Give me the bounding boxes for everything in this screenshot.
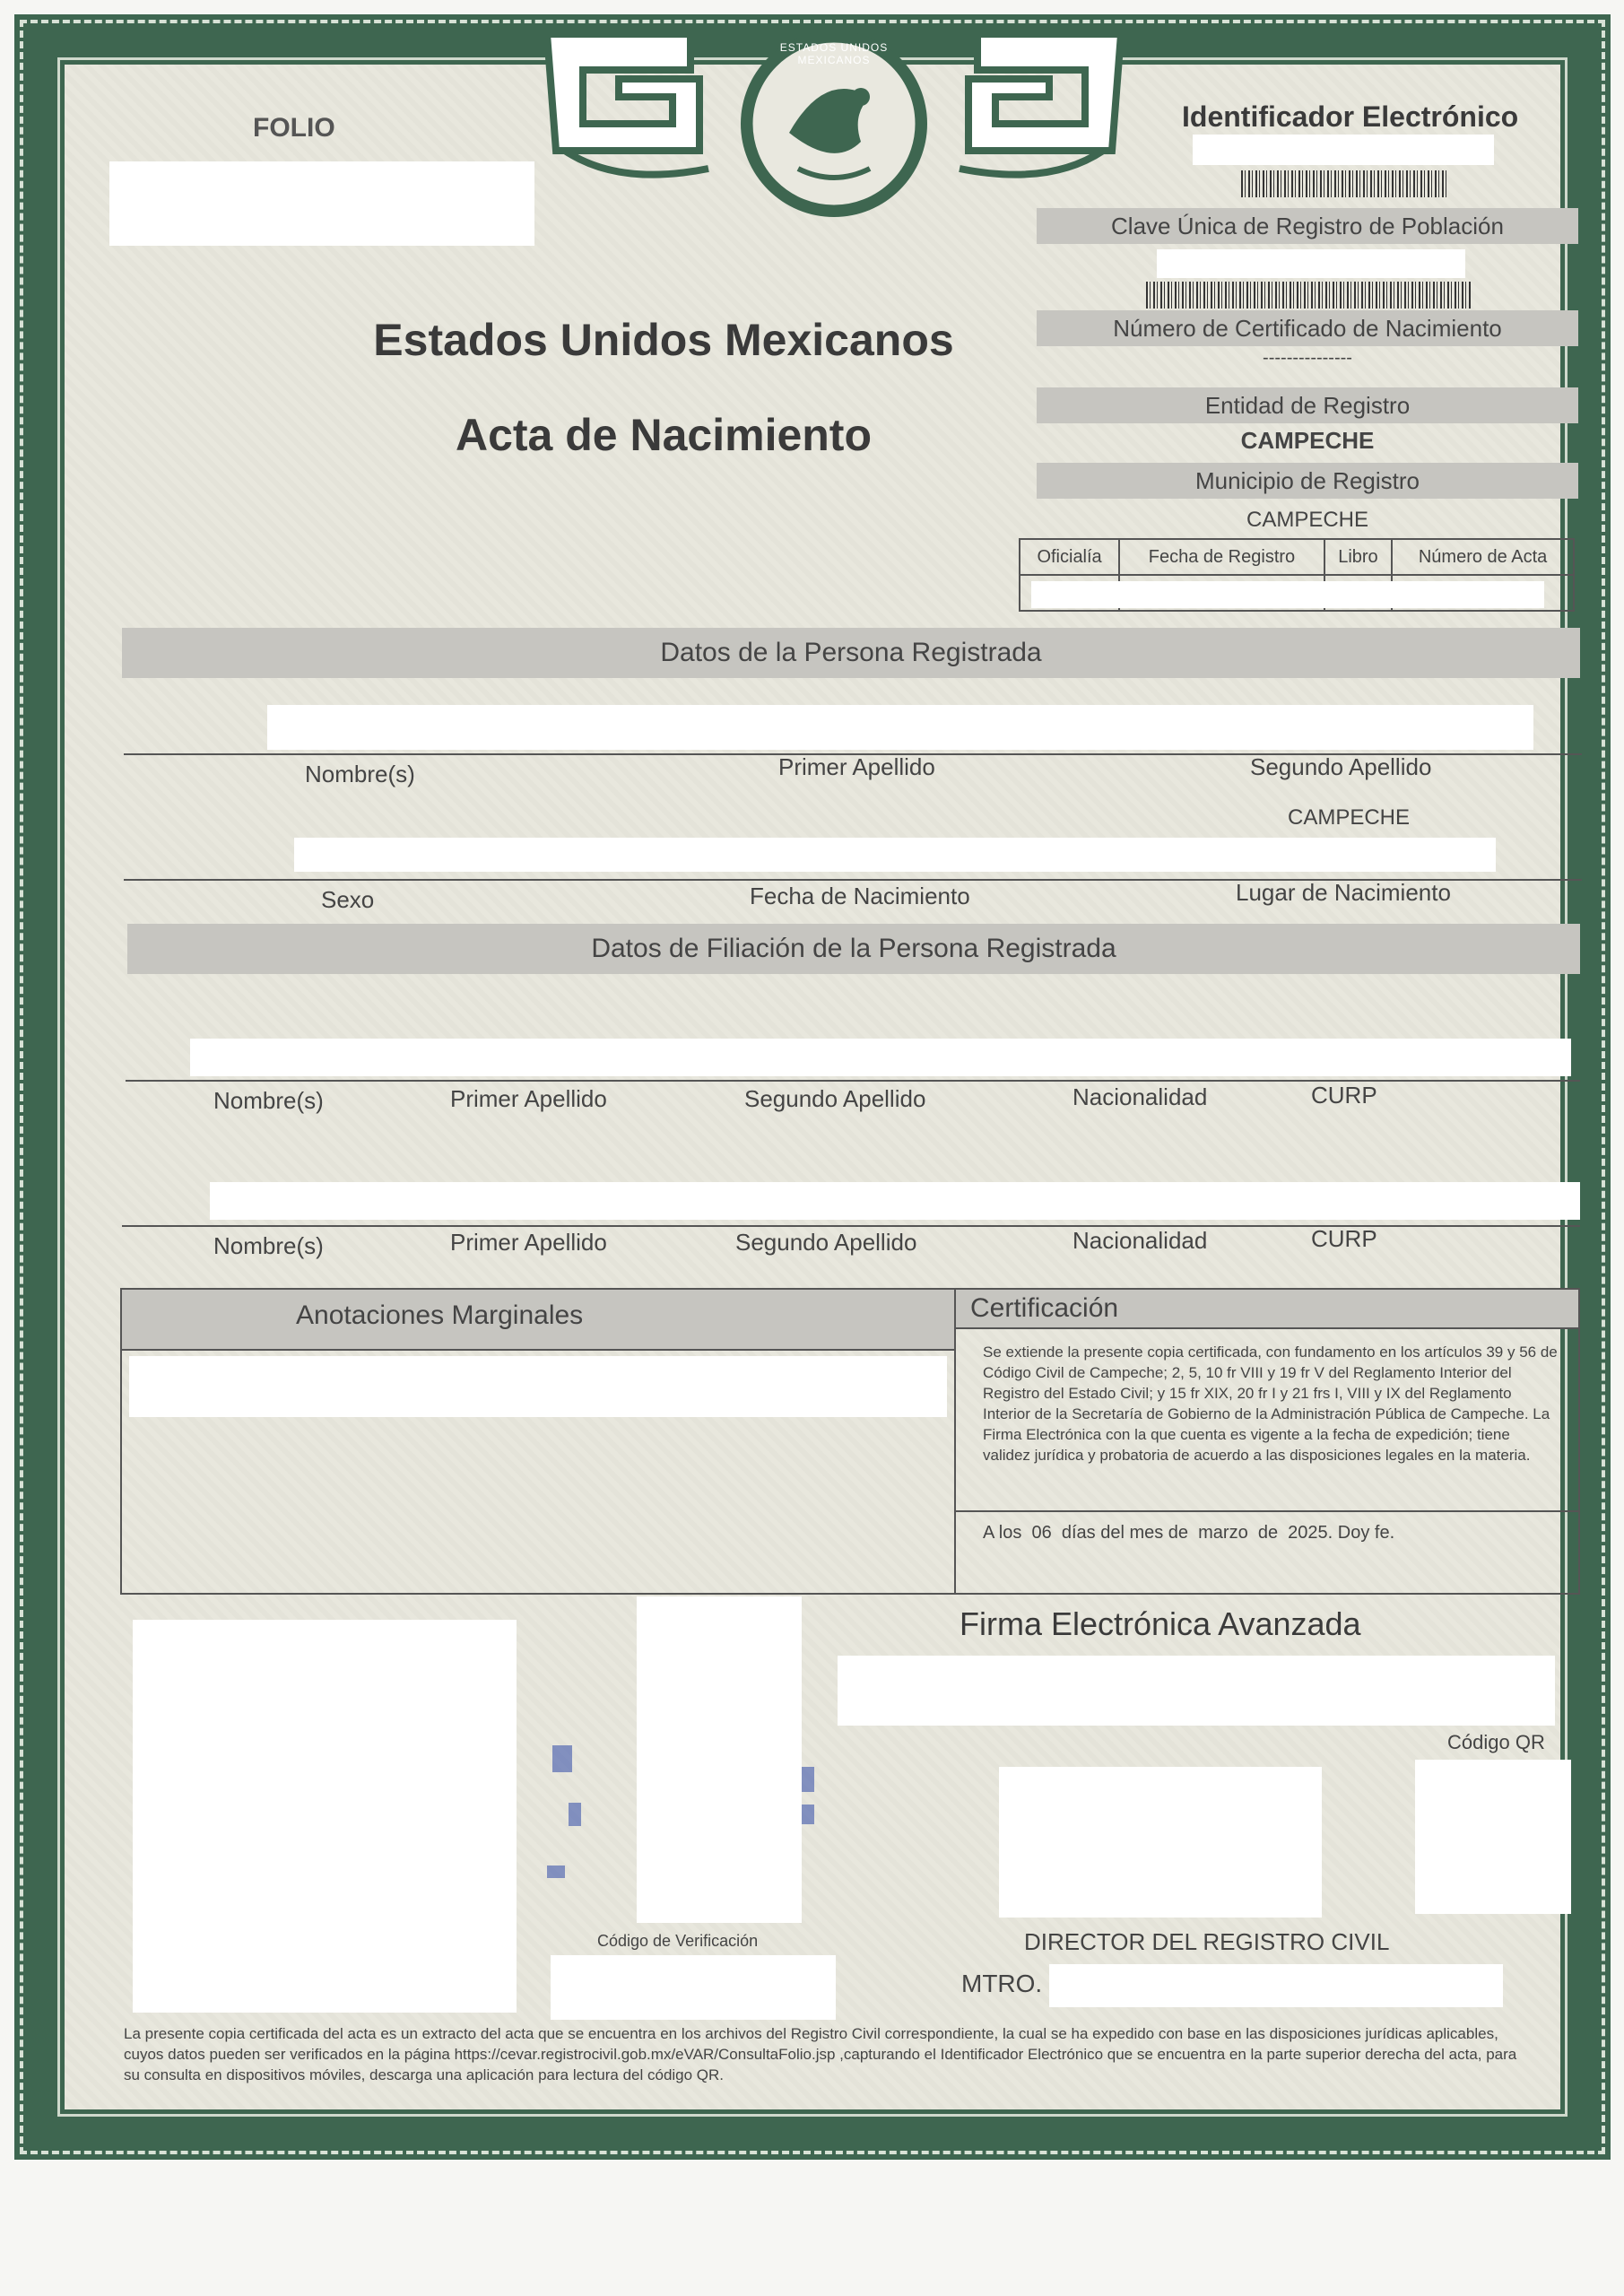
stamp-fragments: [547, 1704, 816, 1910]
firma-value-redacted: [838, 1656, 1555, 1726]
filiacion-row1-nacionalidad: Nacionalidad: [1073, 1083, 1208, 1110]
persona-sexo-label: Sexo: [321, 886, 375, 913]
firma-title: Firma Electrónica Avanzada: [960, 1605, 1361, 1642]
signature-photo-redacted: [133, 1620, 517, 2013]
filiacion-row2-nombre: Nombre(s): [213, 1232, 324, 1259]
seal-text: ESTADOS UNIDOS MEXICANOS: [779, 41, 889, 66]
cert-header-line: [956, 1327, 1580, 1329]
persona-primer-apellido-label: Primer Apellido: [778, 753, 935, 780]
verificacion-value-redacted: [551, 1955, 836, 2020]
entidad-value: CAMPECHE: [1240, 427, 1375, 454]
persona-nombre-label: Nombre(s): [305, 761, 415, 787]
filiacion-row2-curp: CURP: [1311, 1225, 1377, 1252]
oficialia-header: Oficialía: [1020, 539, 1119, 575]
libro-header: Libro: [1324, 539, 1392, 575]
filiacion-row1-redacted: [190, 1039, 1571, 1076]
fecha-registro-header: Fecha de Registro: [1119, 539, 1324, 575]
identificador-barcode: [1241, 170, 1449, 197]
title-country: Estados Unidos Mexicanos: [373, 315, 954, 365]
persona-lugar-label: Lugar de Nacimiento: [1236, 879, 1451, 906]
entidad-label: Entidad de Registro: [1037, 387, 1578, 423]
certificado-value: ---------------: [1263, 348, 1352, 368]
box-divider: [954, 1288, 956, 1595]
filiacion-row1-segundo-apellido: Segundo Apellido: [744, 1085, 926, 1112]
director-label: DIRECTOR DEL REGISTRO CIVIL: [1024, 1928, 1390, 1955]
curp-label: Clave Única de Registro de Población: [1037, 208, 1578, 244]
certificacion-title: Certificación: [970, 1293, 1119, 1323]
certificado-label: Número de Certificado de Nacimiento: [1037, 310, 1578, 346]
persona-name-redacted: [267, 705, 1533, 750]
municipio-value: CAMPECHE: [1246, 508, 1369, 532]
folio-value-redacted: [109, 161, 534, 246]
certificacion-date-line: A los 06 días del mes de marzo de 2025. Doy fe.: [983, 1523, 1395, 1543]
filiacion-row1-nombre: Nombre(s): [213, 1087, 324, 1114]
qr-label: Código QR: [1447, 1731, 1545, 1753]
footer-disclaimer: La presente copia certificada del acta es un extracto del acta que se encuentra en los archivos del Registro Civil correspondiente, la cual se ha expedido con base en las disposiciones jurídicas aplicables, cuyos datos pueden ser verificados en la página https://cevar.registrocivil.gob.mx/eVAR/ConsultaFolio.jsp ,capturando el Identificador Electrónico que se encuentra en la parte superior derecha del acta, para su consulta en dispositivos móviles, descarga una aplicación para lectura del código QR.: [124, 2025, 1517, 2083]
persona-fecha-label: Fecha de Nacimiento: [750, 883, 970, 909]
title-document: Acta de Nacimiento: [455, 410, 872, 460]
numero-acta-header: Número de Acta: [1392, 539, 1574, 575]
cert-date-divider: [956, 1510, 1580, 1512]
persona-data-redacted: [294, 838, 1496, 872]
anotaciones-title: Anotaciones Marginales: [296, 1300, 584, 1330]
persona-segundo-apellido-label: Segundo Apellido: [1250, 753, 1432, 780]
identificador-label: Identificador Electrónico: [1182, 100, 1519, 133]
filiacion-row2-primer-apellido: Primer Apellido: [450, 1229, 607, 1256]
municipio-label: Municipio de Registro: [1037, 463, 1578, 499]
national-seal: [529, 16, 1139, 224]
mtro-label: MTRO.: [961, 1970, 1043, 1997]
director-name-redacted: [1049, 1964, 1503, 2007]
filiacion-row2-nacionalidad: Nacionalidad: [1073, 1227, 1208, 1254]
curp-barcode: [1146, 282, 1471, 309]
certificacion-body: Se extiende la presente copia certificada, con fundamento en los artículos 39 y 56 de Código Civil de Campeche; 2, 5, 10 fr VIII y 19 fr V del Reglamento Interior del Registro del Estado Civil; y 15 fr XIX, 20 fr I y 21 frs I, VIII y IX del Reglamento Interior de la Secretaría de Gobierno de la Administración Pública de Campeche. La Firma Electrónica con la que cuenta es vigente a la fecha de expedición; tiene validez jurídica y probatoria de acuerdo a las disposiciones legales en la materia.: [983, 1344, 1558, 1464]
filiacion-section-title: Datos de Filiación de la Persona Registrada: [127, 924, 1580, 974]
filiacion-row2-redacted: [210, 1182, 1580, 1220]
registry-values-redacted: [1031, 581, 1544, 608]
anotaciones-redacted: [129, 1356, 947, 1417]
qr-code-redacted: [1415, 1760, 1571, 1914]
box-header-line: [122, 1349, 954, 1351]
director-signature-redacted: [999, 1767, 1322, 1918]
verificacion-label: Código de Verificación: [597, 1932, 759, 1950]
folio-label: FOLIO: [253, 113, 335, 143]
filiacion-row2-segundo-apellido: Segundo Apellido: [735, 1229, 917, 1256]
persona-section-title: Datos de la Persona Registrada: [122, 628, 1580, 678]
curp-value-redacted: [1157, 249, 1465, 278]
identificador-value-redacted: [1193, 135, 1494, 165]
filiacion-row1-primer-apellido: Primer Apellido: [450, 1085, 607, 1112]
persona-lugar-value: CAMPECHE: [1288, 805, 1411, 830]
filiacion-row1-curp: CURP: [1311, 1082, 1377, 1109]
